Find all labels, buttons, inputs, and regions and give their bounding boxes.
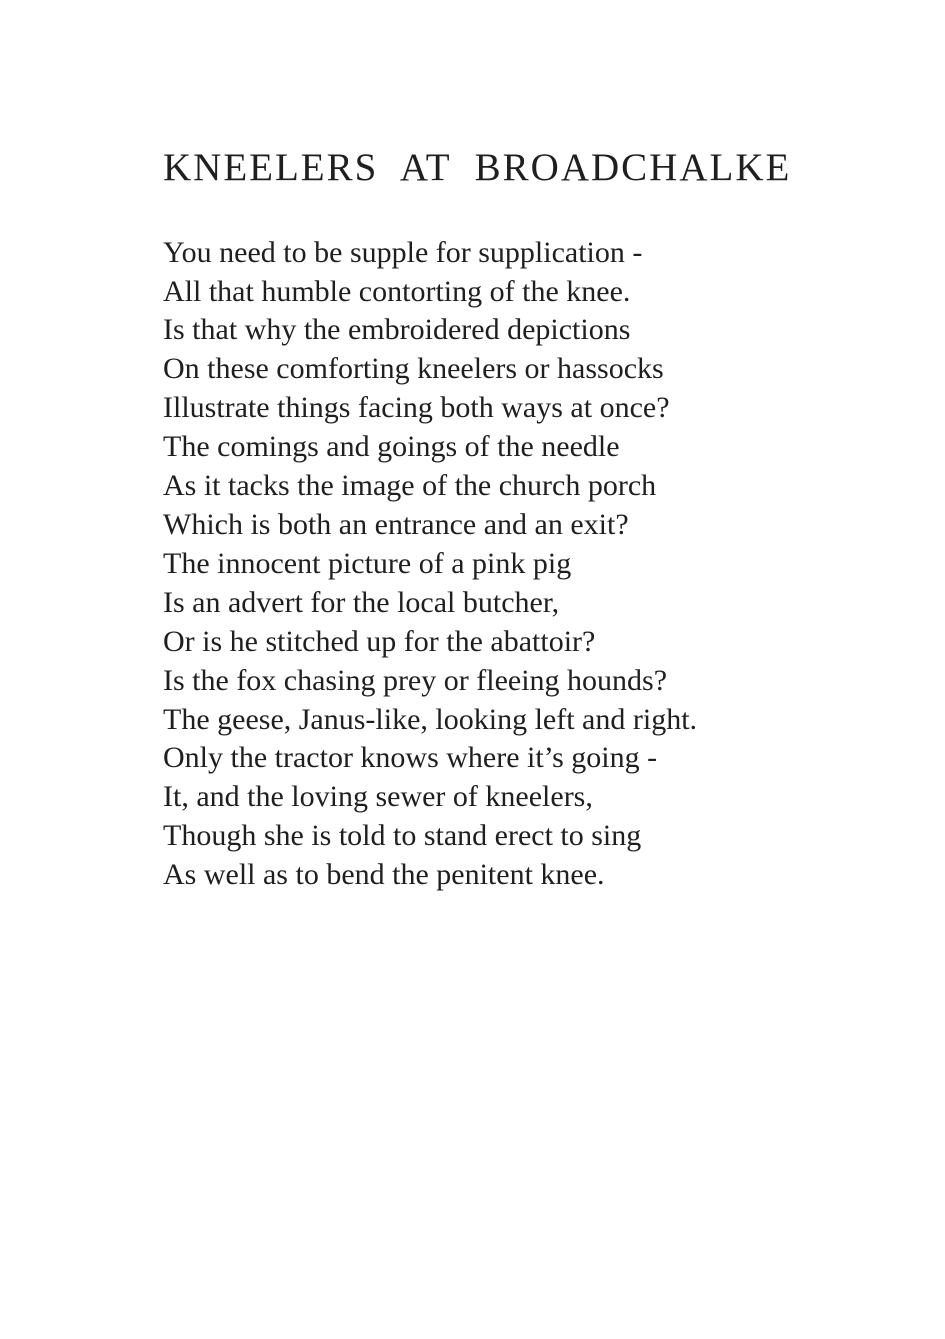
poem-line: The geese, Janus-like, looking left and right. <box>163 702 698 736</box>
poem-line: As it tacks the image of the church porch <box>163 469 657 503</box>
poem-line: Is an advert for the local butcher, <box>163 585 560 619</box>
poem-line: Or is he stitched up for the abattoir? <box>163 624 596 658</box>
poem-line: Which is both an entrance and an exit? <box>163 508 629 542</box>
poem-line: All that humble contorting of the knee. <box>163 274 631 308</box>
poem-line: Illustrate things facing both ways at once? <box>163 391 670 425</box>
poem-line: The innocent picture of a pink pig <box>163 546 572 580</box>
poem-body <box>163 234 885 895</box>
poem-line: You need to be supple for supplication - <box>163 235 643 269</box>
poem-line: As well as to bend the penitent knee. <box>163 858 605 892</box>
poem-content <box>163 0 885 895</box>
poem-line: Is the fox chasing prey or fleeing hounds? <box>163 663 668 697</box>
poem-line: On these comforting kneelers or hassocks <box>163 352 664 386</box>
poem-line: Though she is told to stand erect to sing <box>163 819 642 853</box>
poem-title: KNEELERS AT BROADCHALKE <box>163 146 792 189</box>
poem-line: The comings and goings of the needle <box>163 430 620 464</box>
poem-line: Only the tractor knows where it’s going - <box>163 741 658 775</box>
poem-line: It, and the loving sewer of kneelers, <box>163 780 593 814</box>
poem-line: Is that why the embroidered depictions <box>163 313 631 347</box>
